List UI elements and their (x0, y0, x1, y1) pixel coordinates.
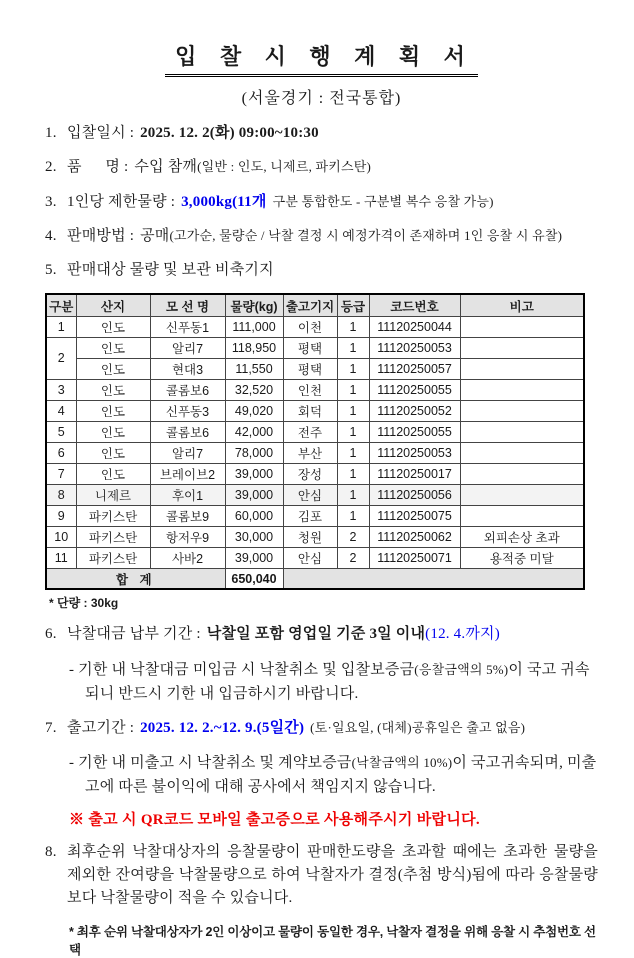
item-quantity-limit (45, 191, 598, 214)
column-header: 코드번호 (369, 294, 460, 316)
qr-code-notice: ※ 출고 시 QR코드 모바일 출고증으로 사용해주시기 바랍니다. (69, 811, 480, 828)
item-label: 입찰일시 : (67, 125, 135, 141)
product-name-detail: (일반 : 인도, 니제르, 파키스탄) (197, 159, 372, 175)
table-row (46, 379, 584, 400)
cell-origin: 인도 (76, 316, 150, 337)
cell-note (460, 337, 584, 358)
cell-qty: 39,000 (225, 463, 283, 484)
cell-note (460, 442, 584, 463)
cell-grade: 2 (337, 547, 369, 568)
cell-note: 외피손상 초과 (460, 526, 584, 547)
cell-origin: 파키스탄 (76, 547, 150, 568)
item-number: 7. (45, 719, 57, 736)
cell-code: 11120250053 (369, 337, 460, 358)
cell-qty: 78,000 (225, 442, 283, 463)
cell-qty: 39,000 (225, 484, 283, 505)
item-number: 1. (45, 125, 57, 141)
cell-depot: 평택 (283, 358, 337, 379)
item-label: 출고기간 : (67, 719, 135, 736)
release-period-value: 2025. 12. 2.~12. 9.(5일간) (140, 719, 305, 736)
cell-qty: 30,000 (225, 526, 283, 547)
product-name-value: 수입 참깨 (134, 159, 198, 176)
item-bid-datetime (45, 122, 598, 145)
cell-grade: 1 (337, 337, 369, 358)
table-row (46, 442, 584, 463)
table-row (46, 316, 584, 337)
item-label: 품 명 : (67, 159, 129, 176)
deposit-rate: (응찰금액의 5%) (414, 661, 509, 677)
cell-code: 11120250055 (369, 421, 460, 442)
cell-depot: 안심 (283, 484, 337, 505)
unit-note: * 단량 : 30kg (49, 596, 119, 611)
column-header: 물량(kg) (225, 294, 283, 316)
cell-grade: 1 (337, 400, 369, 421)
cell-no: 6 (46, 442, 76, 463)
cell-no: 7 (46, 463, 76, 484)
item-sale-method (45, 225, 598, 248)
payment-period-value: 낙찰일 포함 영업일 기준 3일 이내 (206, 626, 426, 643)
cell-depot: 김포 (283, 505, 337, 526)
column-header: 등급 (337, 294, 369, 316)
cell-note (460, 379, 584, 400)
last-bidder-rule-text: 최후순위 낙찰대상자의 응찰물량이 판매한도량을 초과할 때에는 초과한 물량을 제외한 잔여량을 낙찰물량으로 하여 낙찰자가 결정(추첨 방식)됨에 따라 응찰물량보다 낙찰물량이 적을 수 있습니다. (67, 843, 598, 907)
cell-code: 11120250052 (369, 400, 460, 421)
table-row (46, 421, 584, 442)
cell-origin: 인도 (76, 442, 150, 463)
cell-note: 용적중 미달 (460, 547, 584, 568)
table-row (46, 337, 584, 358)
cell-depot: 이천 (283, 316, 337, 337)
cell-note (460, 400, 584, 421)
item-last-bidder-rule (45, 841, 598, 911)
cell-origin: 인도 (76, 400, 150, 421)
sale-method-detail: (고가순, 물량순 / 낙찰 결정 시 예정가격이 존재하며 1인 응찰 시 유찰) (169, 227, 563, 243)
cell-depot: 인천 (283, 379, 337, 400)
table-row (46, 358, 584, 379)
payment-warning-text2: 이 국고 귀속되니 반드시 기한 내 입금하시기 바랍니다. (85, 661, 590, 702)
cell-vessel: 신푸동3 (150, 400, 225, 421)
cell-code: 11120250053 (369, 442, 460, 463)
cell-vessel: 사바2 (150, 547, 225, 568)
cell-qty: 118,950 (225, 337, 283, 358)
cell-grade: 1 (337, 379, 369, 400)
item-label: 1인당 제한물량 : (67, 193, 176, 210)
cell-vessel: 알리7 (150, 442, 225, 463)
cell-vessel: 현대3 (150, 358, 225, 379)
table-row (46, 547, 584, 568)
cell-origin: 인도 (76, 421, 150, 442)
cell-grade: 1 (337, 316, 369, 337)
cell-code: 11120250057 (369, 358, 460, 379)
cell-no: 2 (46, 337, 76, 379)
cell-no: 10 (46, 526, 76, 547)
cell-no: 5 (46, 421, 76, 442)
quantity-limit-value: 3,000kg(11개 (181, 193, 267, 210)
release-warning (45, 751, 598, 799)
cell-qty: 32,520 (225, 379, 283, 400)
cell-code: 11120250075 (369, 505, 460, 526)
table-row (46, 505, 584, 526)
table-row (46, 484, 584, 505)
cell-vessel: 항저우9 (150, 526, 225, 547)
table-row (46, 400, 584, 421)
column-header: 산지 (76, 294, 150, 316)
cell-code: 11120250044 (369, 316, 460, 337)
cell-vessel: 콜롬보6 (150, 379, 225, 400)
item-number: 6. (45, 626, 57, 643)
bid-datetime-value: 2025. 12. 2(화) 09:00~10:30 (140, 125, 319, 141)
release-period-note: (토·일요일, (대체)공휴일은 출고 없음) (310, 719, 526, 735)
table-total-row (46, 568, 584, 589)
cell-vessel: 알리7 (150, 337, 225, 358)
cell-depot: 회덕 (283, 400, 337, 421)
cell-note (460, 358, 584, 379)
cell-note (460, 463, 584, 484)
cell-no: 1 (46, 316, 76, 337)
cell-depot: 청원 (283, 526, 337, 547)
item-label: 낙찰대금 납부 기간 : (67, 626, 201, 643)
item-label: 판매방법 : (67, 227, 135, 244)
spec-table-body (46, 316, 584, 568)
cell-grade: 1 (337, 442, 369, 463)
cell-depot: 안심 (283, 547, 337, 568)
cell-qty: 11,550 (225, 358, 283, 379)
cell-origin: 인도 (76, 463, 150, 484)
cell-qty: 49,020 (225, 400, 283, 421)
cell-depot: 부산 (283, 442, 337, 463)
cell-grade: 1 (337, 421, 369, 442)
cell-vessel: 브레이브2 (150, 463, 225, 484)
cell-depot: 전주 (283, 421, 337, 442)
item-product-name (45, 156, 598, 179)
cell-note (460, 316, 584, 337)
cell-depot: 장성 (283, 463, 337, 484)
cell-note (460, 505, 584, 526)
cell-origin: 인도 (76, 358, 150, 379)
cell-no: 8 (46, 484, 76, 505)
item-number: 4. (45, 227, 57, 244)
cell-origin: 인도 (76, 337, 150, 358)
payment-warning (45, 658, 598, 706)
item-label: 판매대상 물량 및 보관 비축기지 (67, 262, 274, 278)
cell-grade: 1 (337, 484, 369, 505)
item-release-period (45, 717, 598, 740)
cell-note (460, 484, 584, 505)
cell-depot: 평택 (283, 337, 337, 358)
cell-vessel: 신푸동1 (150, 316, 225, 337)
total-empty-cell (283, 568, 584, 589)
item-number: 2. (45, 159, 57, 176)
total-label-cell: 합 계 (46, 568, 225, 589)
item-payment-period (45, 623, 598, 646)
cell-origin: 파키스탄 (76, 526, 150, 547)
payment-deadline: (12. 4.까지) (425, 626, 500, 643)
cell-grade: 2 (337, 526, 369, 547)
cell-vessel: 콜롬보6 (150, 421, 225, 442)
quantity-limit-detail: 구분 통합한도 - 구분별 복수 응찰 가능) (272, 193, 494, 209)
item-number: 8. (45, 843, 57, 860)
cell-qty: 42,000 (225, 421, 283, 442)
cell-origin: 파키스탄 (76, 505, 150, 526)
table-header-row (46, 294, 584, 316)
cell-code: 11120250062 (369, 526, 460, 547)
cell-qty: 39,000 (225, 547, 283, 568)
cell-code: 11120250056 (369, 484, 460, 505)
cell-no: 11 (46, 547, 76, 568)
column-header: 비고 (460, 294, 584, 316)
sale-target-table (45, 293, 585, 590)
column-header: 모 선 명 (150, 294, 225, 316)
cell-vessel: 콜롬보9 (150, 505, 225, 526)
cell-origin: 인도 (76, 379, 150, 400)
cell-grade: 1 (337, 358, 369, 379)
table-row (46, 526, 584, 547)
sale-method-value: 공매 (140, 227, 170, 244)
item-number: 5. (45, 262, 57, 278)
payment-warning-text: - 기한 내 낙찰대금 미입금 시 낙찰취소 및 입찰보증금 (69, 661, 415, 678)
column-header: 구분 (46, 294, 76, 316)
title-wrap (45, 40, 598, 77)
cell-qty: 111,000 (225, 316, 283, 337)
cell-no: 9 (46, 505, 76, 526)
cell-grade: 1 (337, 463, 369, 484)
page-title: 입 찰 시 행 계 획 서 (165, 40, 478, 77)
contract-deposit-rate: (낙찰금액의 10%) (351, 754, 453, 770)
lottery-footnote: * 최후 순위 낙찰대상자가 2인 이상이고 물량이 동일한 경우, 낙찰자 결정을 위해 응찰 시 추첨번호 선택 (69, 924, 596, 957)
cell-no: 4 (46, 400, 76, 421)
cell-note (460, 421, 584, 442)
table-row (46, 463, 584, 484)
cell-code: 11120250071 (369, 547, 460, 568)
cell-no: 3 (46, 379, 76, 400)
cell-vessel: 후이1 (150, 484, 225, 505)
column-header: 출고기지 (283, 294, 337, 316)
page-subtitle: (서울경기 : 전국통합) (241, 90, 402, 107)
cell-origin: 니제르 (76, 484, 150, 505)
cell-qty: 60,000 (225, 505, 283, 526)
total-qty-cell: 650,040 (225, 568, 283, 589)
cell-code: 11120250017 (369, 463, 460, 484)
table-header-row (46, 294, 584, 316)
cell-grade: 1 (337, 505, 369, 526)
item-number: 3. (45, 193, 57, 210)
release-warning-text2: 이 국고귀속되며, 미출고에 따른 불이익에 대해 공사에서 책임지지 않습니다. (85, 754, 597, 795)
cell-code: 11120250055 (369, 379, 460, 400)
item-sale-target (45, 259, 598, 282)
release-warning-text: - 기한 내 미출고 시 낙찰취소 및 계약보증금 (69, 754, 352, 771)
